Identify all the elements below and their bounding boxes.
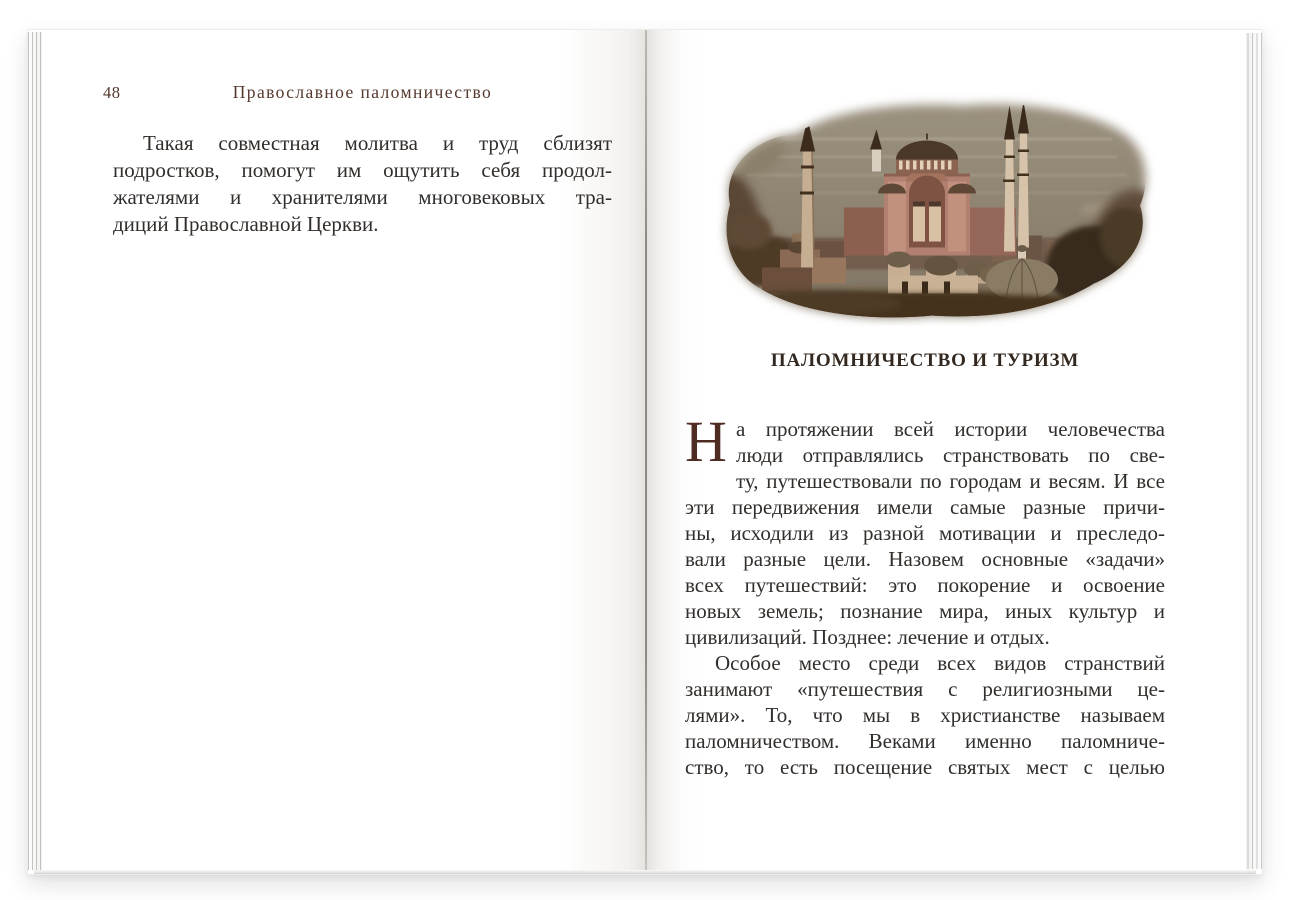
hagia-sophia-illustration [692,88,1162,326]
book-spread [28,30,1262,874]
text-line: а протяжении всей истории человечества [736,417,1165,441]
text-line: Такая совместная молитва и труд сблизят [143,131,612,155]
text-line: жателями и хранителями многовековых тра- [113,185,612,209]
text-line: цивилизаций. Позднее: лечение и отдых. [685,625,1050,649]
text-line: эти передвижения имели самые разные причи- [685,495,1165,519]
text-line: ны, исходили из разной мотивации и преследо- [685,521,1165,545]
text-line: Особое место среди всех видов странствий [715,651,1165,675]
text-line: ство, то есть посещение святых мест с целью [685,755,1165,779]
text-line: ту, путешествовали по городам и весям. И все [736,469,1165,493]
right-page [647,30,1246,870]
text-line: всех путешествий: это покорение и освоение [685,573,1165,597]
running-header: Православное паломничество [232,82,493,102]
text-line: лями». То, что мы в христианстве называем [685,703,1165,727]
page-number: 48 [103,83,121,102]
text-line: паломничеством. Веками именно паломниче- [685,729,1165,753]
text-line: вали разные цели. Назовем основные «задачи» [685,547,1165,571]
text-line: новых земель; познание мира, иных культур и [685,599,1165,623]
chapter-opening-paragraph [685,409,1165,650]
left-page [42,30,645,870]
second-paragraph [685,650,1165,780]
page-stack-edge-left [28,32,42,870]
page-stack-edge-right [1246,33,1262,869]
drop-cap: Н [685,409,727,474]
text-line: люди отправлялись странствовать по све- [736,443,1165,467]
text-line: подростков, помогут им ощутить себя продол- [113,158,612,182]
left-paragraph [113,130,612,238]
text-line: занимают «путешествия с религиозными це- [685,677,1165,701]
chapter-title: ПАЛОМНИЧЕСТВО И ТУРИЗМ [770,350,1080,371]
left-page-header [103,82,612,106]
text-line: диций Православной Церкви. [113,212,379,236]
